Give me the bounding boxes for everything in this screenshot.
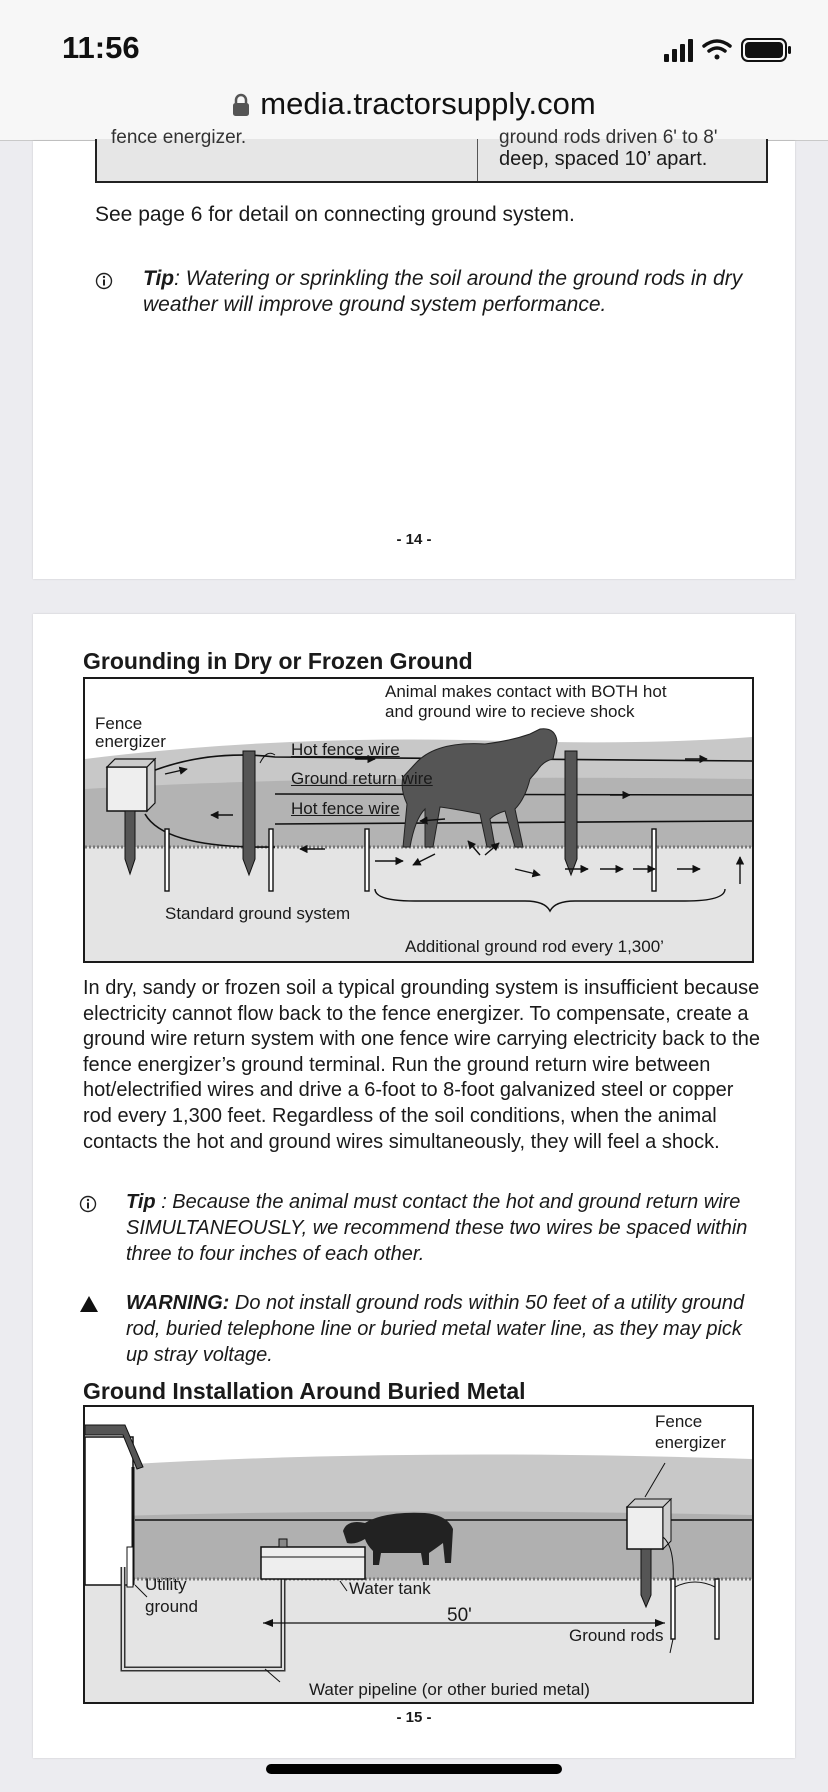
table-cell-text: deep, spaced 10’ apart.: [499, 148, 708, 170]
fig2-distance-label: 50': [447, 1605, 472, 1626]
figure-dry-ground: [83, 677, 754, 963]
fig1-animal-note-1: Animal makes contact with BOTH hot: [385, 682, 667, 701]
browser-chrome: [0, 0, 828, 141]
fig2-pipeline-label: Water pipeline (or other buried metal): [309, 1680, 590, 1699]
wifi-icon: [704, 41, 730, 60]
fig1-energizer-label-1: Fence: [95, 714, 143, 733]
table-fragment: [95, 127, 768, 183]
figure-buried-metal: [83, 1405, 754, 1704]
fig1-energizer-label-2: energizer: [95, 732, 166, 751]
page-14: [33, 127, 795, 579]
figure-buried-metal-drawing: [85, 1407, 752, 1702]
table-cut-text-right: ground rods driven 6' to 8': [499, 127, 718, 148]
table-divider: [477, 139, 478, 181]
info-icon: [79, 1195, 97, 1213]
tip-watering: [143, 266, 773, 318]
fig1-ground-return-label: Ground return wire: [291, 769, 433, 788]
lock-icon: [232, 93, 250, 117]
tip-label: Tip: [126, 1191, 156, 1213]
warning-body: Do not install ground rods within 50 feet of a utility ground rod, buried telephone line or buried metal water line, as they may pick up stray voltage.: [126, 1292, 745, 1366]
fig2-ground-rods-label: Ground rods: [569, 1626, 664, 1645]
body-paragraph: In dry, sandy or frozen soil a typical grounding system is insufficient because electricity cannot flow back to the fence energizer. To compensate, create a ground wire return system with one fence wire carrying electricity back to the fence energizer’s ground terminal. Run the ground return wire between hot/electrified wires and drive a 6-foot to 8-foot galvanized steel or copper rod every 1,300 feet. Regardless of the soil conditions, when the animal contacts the hot and ground wires simultaneously, they will feel a shock.: [83, 977, 760, 1153]
fig1-animal-note-2: and ground wire to recieve shock: [385, 702, 635, 721]
fig1-additional-rod-label: Additional ground rod every 1,300’: [405, 937, 664, 956]
fig2-utility-label-1: Utility: [145, 1575, 187, 1594]
heading-buried-metal: Ground Installation Around Buried Metal: [83, 1378, 526, 1404]
fig1-standard-ground-label: Standard ground system: [165, 904, 351, 923]
fig1-hot-wire-label-1: Hot fence wire: [291, 740, 400, 759]
tip-spacing: [126, 1189, 766, 1267]
signal-icon: [664, 39, 693, 62]
status-time: 11:56: [62, 30, 140, 65]
tip-label: Tip: [143, 267, 175, 290]
tip-text: : Because the animal must contact the hot and ground return wire SIMULTANEOUSLY, we recommend these two wires be spaced within three to four inches of each other.: [126, 1191, 748, 1265]
warning-icon: [80, 1296, 98, 1312]
fig2-water-tank-label: Water tank: [349, 1579, 431, 1598]
battery-icon: [742, 39, 791, 61]
url-text: media.tractorsupply.com: [260, 86, 596, 121]
fig1-hot-wire-label-2: Hot fence wire: [291, 799, 400, 818]
fig2-energizer-label-1: Fence: [655, 1412, 703, 1431]
status-icons: [664, 36, 794, 64]
fig2-energizer-label-2: energizer: [655, 1433, 726, 1452]
heading-dry-frozen: Grounding in Dry or Frozen Ground: [83, 648, 473, 674]
page-number-14: - 14 -: [396, 531, 432, 548]
house: [85, 1425, 143, 1585]
table-cut-text-left: fence energizer.: [111, 127, 247, 148]
fig2-utility-label-2: ground: [145, 1597, 198, 1616]
info-icon: [95, 272, 113, 290]
address-bar[interactable]: [0, 86, 828, 122]
warning-text: [126, 1290, 766, 1368]
page-number-15: - 15 -: [396, 1709, 432, 1726]
home-indicator[interactable]: [266, 1764, 562, 1774]
page-15: [33, 614, 795, 1758]
tip-text: : Watering or sprinkling the soil around the ground rods in dry weather will improve ground system performance.: [143, 267, 743, 316]
warning-label: WARNING:: [126, 1292, 230, 1314]
see-page-note: See page 6 for detail on connecting ground system.: [95, 203, 575, 226]
